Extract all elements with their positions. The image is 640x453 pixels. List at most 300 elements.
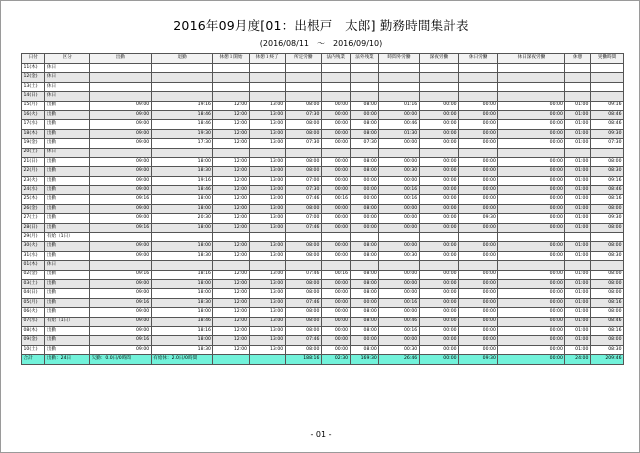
row-value-cell: 18:00 <box>151 289 213 298</box>
row-label-cell: 11(木) <box>22 64 45 73</box>
row-value-cell: 08:46 <box>590 186 623 195</box>
row-label-cell: 出勤 <box>45 345 90 354</box>
row-label-cell: 出勤 <box>45 195 90 204</box>
row-value-cell: 09:00 <box>90 129 152 138</box>
row-label-cell: 休日 <box>45 261 90 270</box>
row-label-cell: 出勤 <box>45 110 90 119</box>
total-label: 合計 <box>22 355 45 365</box>
row-value-cell: 00:00 <box>498 186 565 195</box>
row-value-cell: 18:00 <box>151 308 213 317</box>
total-absence: 欠勤：0.0日/0時間 <box>90 355 152 365</box>
row-value-cell: 00:00 <box>350 336 379 345</box>
row-label-cell: 有給（1日） <box>45 317 90 326</box>
row-value-cell: 00:00 <box>498 345 565 354</box>
row-value-cell <box>90 233 152 242</box>
table-row <box>22 214 624 223</box>
row-value-cell: 00:00 <box>459 195 498 204</box>
row-value-cell: 18:00 <box>151 336 213 345</box>
row-value-cell: 18:16 <box>151 270 213 279</box>
total-row <box>22 355 624 365</box>
row-label-cell: 休日 <box>45 92 90 101</box>
row-value-cell <box>590 82 623 91</box>
row-value-cell <box>565 261 591 270</box>
row-value-cell: 00:00 <box>498 326 565 335</box>
total-cell: 188:16 <box>285 355 321 365</box>
row-label-cell: 出勤 <box>45 308 90 317</box>
row-value-cell: 09:30 <box>590 129 623 138</box>
row-value-cell <box>350 73 379 82</box>
row-value-cell: 01:00 <box>565 270 591 279</box>
row-value-cell: 01:00 <box>565 186 591 195</box>
row-label-cell: 13(土) <box>22 82 45 91</box>
row-value-cell: 00:00 <box>498 204 565 213</box>
table-row <box>22 92 624 101</box>
row-value-cell: 00:00 <box>498 120 565 129</box>
row-value-cell: 09:00 <box>90 345 152 354</box>
row-value-cell: 00:00 <box>459 345 498 354</box>
row-value-cell: 00:00 <box>419 298 458 307</box>
row-value-cell <box>213 82 249 91</box>
row-value-cell <box>419 82 458 91</box>
row-label-cell: 有給（1日） <box>45 233 90 242</box>
row-value-cell <box>151 73 213 82</box>
row-value-cell: 09:00 <box>90 120 152 129</box>
col-header: 休日深夜労働 <box>498 54 565 64</box>
row-value-cell: 00:00 <box>459 326 498 335</box>
table-row <box>22 195 624 204</box>
table-row <box>22 223 624 232</box>
row-value-cell: 07:30 <box>590 139 623 148</box>
row-value-cell: 00:46 <box>379 120 419 129</box>
row-value-cell: 08:00 <box>350 242 379 251</box>
row-value-cell: 00:00 <box>459 308 498 317</box>
row-value-cell: 00:00 <box>379 204 419 213</box>
row-value-cell: 08:00 <box>590 204 623 213</box>
row-value-cell: 00:00 <box>498 223 565 232</box>
row-value-cell <box>285 92 321 101</box>
row-value-cell <box>151 82 213 91</box>
row-value-cell: 18:46 <box>151 186 213 195</box>
table-row <box>22 129 624 138</box>
row-value-cell: 00:00 <box>498 167 565 176</box>
row-value-cell: 00:00 <box>321 251 350 260</box>
row-value-cell: 12:00 <box>213 289 249 298</box>
table-row <box>22 336 624 345</box>
row-value-cell: 00:00 <box>321 204 350 213</box>
row-value-cell: 00:00 <box>350 298 379 307</box>
row-value-cell: 09:00 <box>90 176 152 185</box>
row-value-cell: 00:00 <box>379 289 419 298</box>
row-label-cell: 出勤 <box>45 186 90 195</box>
table-row <box>22 251 624 260</box>
total-cell: 02:30 <box>321 355 350 365</box>
row-value-cell <box>151 92 213 101</box>
row-value-cell: 08:00 <box>285 101 321 110</box>
col-header: 法内残業 <box>321 54 350 64</box>
row-value-cell: 08:00 <box>285 120 321 129</box>
row-value-cell <box>285 148 321 157</box>
row-value-cell <box>321 233 350 242</box>
row-value-cell: 00:00 <box>459 289 498 298</box>
row-value-cell <box>419 73 458 82</box>
row-value-cell: 09:00 <box>90 167 152 176</box>
row-value-cell: 12:00 <box>213 167 249 176</box>
row-value-cell: 01:00 <box>565 308 591 317</box>
row-label-cell: 21(日) <box>22 157 45 166</box>
row-value-cell: 01:00 <box>565 345 591 354</box>
row-value-cell <box>498 73 565 82</box>
row-value-cell: 00:00 <box>459 279 498 288</box>
row-value-cell: 09:30 <box>590 214 623 223</box>
row-value-cell: 01:00 <box>565 251 591 260</box>
col-header: 日付 <box>22 54 45 64</box>
page-number: - 01 - <box>310 430 332 439</box>
row-value-cell: 00:16 <box>321 270 350 279</box>
col-header: 深夜労働 <box>419 54 458 64</box>
row-value-cell: 08:16 <box>590 195 623 204</box>
row-value-cell: 00:00 <box>419 326 458 335</box>
row-value-cell: 09:00 <box>90 279 152 288</box>
row-value-cell: 01:16 <box>379 101 419 110</box>
row-value-cell: 07:30 <box>285 139 321 148</box>
row-value-cell: 20:30 <box>151 214 213 223</box>
row-value-cell: 13:00 <box>249 176 285 185</box>
table-row <box>22 120 624 129</box>
row-value-cell <box>350 233 379 242</box>
row-value-cell: 00:00 <box>321 214 350 223</box>
row-value-cell: 13:00 <box>249 336 285 345</box>
total-cell: 209:46 <box>590 355 623 365</box>
row-value-cell: 00:00 <box>321 157 350 166</box>
row-label-cell: 休日 <box>45 73 90 82</box>
table-row <box>22 261 624 270</box>
row-value-cell: 08:30 <box>590 251 623 260</box>
row-value-cell: 00:16 <box>379 195 419 204</box>
row-label-cell: 01(木) <box>22 261 45 270</box>
row-label-cell: 出勤 <box>45 204 90 213</box>
row-value-cell <box>213 261 249 270</box>
row-value-cell: 13:00 <box>249 326 285 335</box>
row-label-cell: 出勤 <box>45 279 90 288</box>
row-value-cell: 12:00 <box>213 195 249 204</box>
row-value-cell: 09:16 <box>90 298 152 307</box>
row-value-cell <box>590 64 623 73</box>
row-value-cell: 12:00 <box>213 139 249 148</box>
table-row <box>22 289 624 298</box>
row-value-cell: 00:00 <box>321 129 350 138</box>
row-value-cell: 00:00 <box>350 195 379 204</box>
row-value-cell: 00:00 <box>459 336 498 345</box>
row-value-cell: 00:00 <box>498 279 565 288</box>
row-value-cell: 17:30 <box>151 139 213 148</box>
row-label-cell: 25(木) <box>22 195 45 204</box>
row-value-cell: 00:00 <box>350 223 379 232</box>
row-value-cell: 08:00 <box>350 308 379 317</box>
table-row <box>22 101 624 110</box>
row-value-cell <box>321 82 350 91</box>
row-value-cell: 08:16 <box>590 326 623 335</box>
row-value-cell <box>90 261 152 270</box>
row-value-cell: 08:30 <box>590 345 623 354</box>
row-value-cell: 19:30 <box>151 129 213 138</box>
col-header: 休日労働 <box>459 54 498 64</box>
row-value-cell: 08:30 <box>590 167 623 176</box>
row-value-cell <box>285 73 321 82</box>
row-label-cell: 出勤 <box>45 129 90 138</box>
row-value-cell: 00:00 <box>321 242 350 251</box>
row-value-cell: 09:00 <box>90 242 152 251</box>
row-value-cell: 01:00 <box>565 336 591 345</box>
table-row <box>22 186 624 195</box>
row-value-cell: 08:00 <box>590 279 623 288</box>
row-value-cell <box>213 64 249 73</box>
row-label-cell: 06(火) <box>22 308 45 317</box>
row-value-cell: 07:00 <box>285 176 321 185</box>
row-label-cell: 出勤 <box>45 289 90 298</box>
row-label-cell: 出勤 <box>45 298 90 307</box>
row-value-cell: 08:16 <box>590 298 623 307</box>
row-value-cell <box>213 92 249 101</box>
row-value-cell <box>249 92 285 101</box>
row-value-cell: 00:00 <box>419 167 458 176</box>
row-label-cell: 出勤 <box>45 176 90 185</box>
row-value-cell: 00:00 <box>498 270 565 279</box>
row-label-cell: 出勤 <box>45 139 90 148</box>
table-row <box>22 233 624 242</box>
row-value-cell: 18:16 <box>151 326 213 335</box>
row-value-cell <box>285 233 321 242</box>
row-value-cell: 08:00 <box>350 101 379 110</box>
row-value-cell: 13:00 <box>249 139 285 148</box>
row-value-cell <box>590 261 623 270</box>
col-header: 法外残業 <box>350 54 379 64</box>
report-period: (2016/08/11 ～ 2016/09/10) <box>259 39 383 48</box>
row-value-cell: 01:00 <box>565 298 591 307</box>
row-value-cell: 13:00 <box>249 129 285 138</box>
row-value-cell: 09:16 <box>90 195 152 204</box>
row-value-cell <box>590 73 623 82</box>
row-value-cell: 09:00 <box>90 101 152 110</box>
row-label-cell: 10(土) <box>22 345 45 354</box>
row-value-cell: 09:16 <box>90 223 152 232</box>
row-value-cell: 13:00 <box>249 120 285 129</box>
row-value-cell <box>498 92 565 101</box>
total-cell: 09:30 <box>459 355 498 365</box>
table-row <box>22 308 624 317</box>
row-value-cell <box>419 148 458 157</box>
row-value-cell: 18:00 <box>151 204 213 213</box>
row-value-cell: 01:00 <box>565 317 591 326</box>
row-value-cell <box>379 261 419 270</box>
row-value-cell: 12:00 <box>213 204 249 213</box>
row-value-cell: 13:00 <box>249 204 285 213</box>
row-value-cell: 18:00 <box>151 157 213 166</box>
row-value-cell: 13:00 <box>249 110 285 119</box>
row-value-cell: 09:00 <box>90 186 152 195</box>
row-value-cell: 00:00 <box>419 157 458 166</box>
row-label-cell: 22(月) <box>22 167 45 176</box>
row-value-cell: 00:00 <box>419 176 458 185</box>
row-value-cell: 09:00 <box>90 214 152 223</box>
row-value-cell <box>565 64 591 73</box>
row-value-cell: 08:00 <box>350 326 379 335</box>
row-value-cell: 00:00 <box>321 110 350 119</box>
row-value-cell <box>419 261 458 270</box>
row-value-cell: 08:00 <box>590 308 623 317</box>
row-value-cell <box>151 148 213 157</box>
row-label-cell: 26(金) <box>22 204 45 213</box>
row-value-cell: 00:30 <box>379 167 419 176</box>
row-value-cell: 08:00 <box>285 204 321 213</box>
total-cell: 00:00 <box>498 355 565 365</box>
row-value-cell <box>459 73 498 82</box>
total-paid-leave: 有給休：2.0日/0時間 <box>151 355 213 365</box>
row-value-cell <box>90 73 152 82</box>
row-value-cell: 00:00 <box>498 157 565 166</box>
row-value-cell: 00:00 <box>321 120 350 129</box>
table-row <box>22 64 624 73</box>
row-value-cell <box>151 261 213 270</box>
row-value-cell <box>321 64 350 73</box>
row-label-cell: 出勤 <box>45 120 90 129</box>
table-row <box>22 317 624 326</box>
row-value-cell <box>90 92 152 101</box>
row-value-cell: 13:00 <box>249 308 285 317</box>
table-row <box>22 73 624 82</box>
row-value-cell: 13:00 <box>249 157 285 166</box>
row-value-cell: 00:00 <box>459 242 498 251</box>
report-title: 2016年09月度[01：出根戸 太郎] 勤務時間集計表 <box>173 18 469 33</box>
row-value-cell: 12:00 <box>213 186 249 195</box>
row-label-cell: 休日 <box>45 148 90 157</box>
row-value-cell: 08:00 <box>350 129 379 138</box>
col-header: 所定労働 <box>285 54 321 64</box>
row-value-cell: 13:00 <box>249 186 285 195</box>
row-value-cell: 08:00 <box>350 120 379 129</box>
row-value-cell: 00:00 <box>350 214 379 223</box>
row-value-cell: 07:30 <box>285 110 321 119</box>
row-value-cell: 00:00 <box>379 270 419 279</box>
table-row <box>22 270 624 279</box>
row-value-cell <box>459 148 498 157</box>
row-value-cell: 18:46 <box>151 317 213 326</box>
row-value-cell: 13:00 <box>249 195 285 204</box>
row-value-cell: 08:00 <box>350 289 379 298</box>
total-cell <box>249 355 285 365</box>
row-value-cell <box>285 64 321 73</box>
row-value-cell <box>379 82 419 91</box>
row-value-cell: 07:00 <box>285 214 321 223</box>
row-value-cell: 00:00 <box>379 157 419 166</box>
table-row <box>22 167 624 176</box>
col-header: 休憩 <box>565 54 591 64</box>
row-value-cell: 08:00 <box>590 242 623 251</box>
row-value-cell: 00:00 <box>321 167 350 176</box>
row-value-cell: 00:00 <box>419 120 458 129</box>
row-value-cell: 00:00 <box>498 308 565 317</box>
row-value-cell: 08:00 <box>350 317 379 326</box>
row-value-cell: 01:00 <box>565 120 591 129</box>
row-value-cell: 00:00 <box>498 336 565 345</box>
row-value-cell: 12:00 <box>213 326 249 335</box>
row-label-cell: 09(金) <box>22 336 45 345</box>
col-header: 区分 <box>45 54 90 64</box>
row-label-cell: 07(水) <box>22 317 45 326</box>
row-label-cell: 28(日) <box>22 223 45 232</box>
row-value-cell: 08:00 <box>350 345 379 354</box>
row-label-cell: 18(木) <box>22 129 45 138</box>
row-value-cell: 08:00 <box>285 326 321 335</box>
row-value-cell: 08:46 <box>590 110 623 119</box>
row-value-cell <box>565 233 591 242</box>
table-row <box>22 326 624 335</box>
row-value-cell: 13:00 <box>249 167 285 176</box>
row-value-cell <box>379 148 419 157</box>
row-value-cell <box>565 148 591 157</box>
table-row <box>22 176 624 185</box>
row-value-cell: 00:00 <box>419 317 458 326</box>
row-value-cell: 00:00 <box>459 251 498 260</box>
row-value-cell <box>419 92 458 101</box>
row-value-cell: 00:00 <box>459 317 498 326</box>
total-cell: 169:30 <box>350 355 379 365</box>
row-value-cell <box>498 82 565 91</box>
row-value-cell: 08:00 <box>285 129 321 138</box>
row-value-cell: 08:00 <box>285 251 321 260</box>
row-value-cell <box>459 92 498 101</box>
row-value-cell: 12:00 <box>213 345 249 354</box>
row-value-cell <box>565 73 591 82</box>
row-value-cell: 12:00 <box>213 242 249 251</box>
row-value-cell: 00:30 <box>379 251 419 260</box>
row-value-cell: 13:00 <box>249 101 285 110</box>
row-value-cell: 00:00 <box>379 336 419 345</box>
row-value-cell: 00:00 <box>419 336 458 345</box>
row-value-cell: 00:00 <box>321 101 350 110</box>
row-value-cell <box>565 92 591 101</box>
row-label-cell: 20(土) <box>22 148 45 157</box>
row-value-cell: 13:00 <box>249 317 285 326</box>
col-header: 休憩１終了 <box>249 54 285 64</box>
row-value-cell: 12:00 <box>213 129 249 138</box>
row-value-cell: 00:00 <box>419 110 458 119</box>
timesheet-table <box>21 53 624 365</box>
row-value-cell <box>151 64 213 73</box>
row-value-cell: 00:00 <box>321 279 350 288</box>
row-value-cell: 00:00 <box>379 214 419 223</box>
row-value-cell: 07:46 <box>285 270 321 279</box>
table-row <box>22 345 624 354</box>
table-row <box>22 110 624 119</box>
row-value-cell: 00:00 <box>498 195 565 204</box>
row-value-cell: 00:00 <box>379 223 419 232</box>
row-label-cell: 08(木) <box>22 326 45 335</box>
row-value-cell: 08:00 <box>590 157 623 166</box>
row-value-cell: 00:00 <box>321 176 350 185</box>
row-value-cell: 00:00 <box>419 242 458 251</box>
row-label-cell: 30(火) <box>22 242 45 251</box>
row-value-cell: 00:00 <box>459 157 498 166</box>
row-value-cell: 01:00 <box>565 139 591 148</box>
row-value-cell: 00:00 <box>419 279 458 288</box>
row-label-cell: 出勤 <box>45 167 90 176</box>
row-value-cell: 08:46 <box>590 120 623 129</box>
row-value-cell <box>321 261 350 270</box>
row-value-cell: 00:00 <box>498 289 565 298</box>
row-value-cell: 18:30 <box>151 251 213 260</box>
row-value-cell: 08:00 <box>590 336 623 345</box>
row-value-cell: 09:00 <box>90 326 152 335</box>
